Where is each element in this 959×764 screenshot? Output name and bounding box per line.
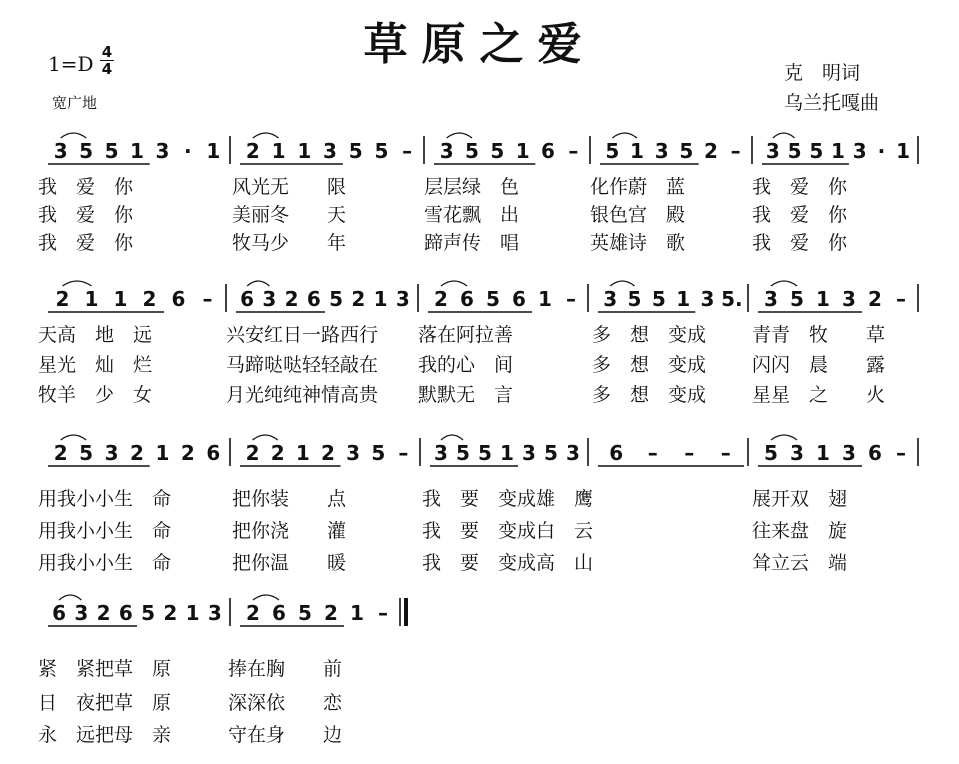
note-r0-m2-4: 6	[541, 139, 555, 163]
lyric-r0-v1-m3: 银色宫 殿	[590, 204, 686, 226]
tempo-marking: 宽广地	[52, 94, 98, 112]
note-r2-m0-1: 5	[79, 441, 94, 465]
note-r2-m0-5: 2	[180, 441, 195, 465]
note-r0-m4-4: 3	[852, 139, 867, 163]
page-title: 草原之爱	[363, 19, 596, 70]
note-r0-m3-1: 1	[630, 139, 644, 163]
note-r0-m0-6: 1	[206, 139, 221, 163]
note-r1-m3-4: 3	[700, 287, 715, 311]
time-signature-top: 4	[101, 43, 113, 61]
lyric-r1-v0-m2: 落在阿拉善	[418, 324, 514, 346]
note-r1-m4-1: 5	[790, 287, 804, 311]
lyric-r1-v2-m1: 月光纯纯神情高贵	[226, 384, 379, 406]
note-r0-m4-2: 5	[809, 139, 824, 163]
note-r1-m2-3: 6	[512, 287, 526, 311]
slur-r0-m4	[773, 133, 795, 138]
lyric-r2-v1-m1: 把你浇 灌	[232, 520, 347, 542]
note-r2-m2-5: 5	[544, 441, 558, 465]
lyric-r0-v2-m3: 英雄诗 歌	[590, 232, 686, 254]
note-r2-m2-4: 3	[522, 441, 536, 465]
slur-r3-m0	[59, 595, 81, 600]
note-r0-m1-1: 1	[271, 139, 286, 163]
note-r1-m1-1: 3	[262, 287, 277, 311]
note-r1-m4-5: –	[896, 287, 906, 311]
note-r2-m4-5: –	[896, 441, 906, 465]
note-r2-m0-0: 2	[53, 441, 68, 465]
note-r3-m0-0: 6	[52, 601, 67, 625]
note-r0-m0-3: 1	[130, 139, 144, 163]
note-r1-m4-2: 1	[816, 287, 830, 311]
slur-r0-m3	[612, 133, 637, 138]
lyric-r1-v2-m3: 多 想 变成	[592, 384, 707, 406]
lyric-r0-v2-m4: 我 爱 你	[752, 232, 848, 254]
note-r2-m3-0: 6	[609, 441, 624, 465]
lyric-r2-v1-m4: 往来盘 旋	[752, 520, 848, 542]
note-r2-m0-3: 2	[130, 441, 144, 465]
note-r1-m4-4: 2	[868, 287, 882, 311]
lyric-r1-v0-m3: 多 想 变成	[592, 324, 707, 346]
note-r0-m0-4: 3	[155, 139, 170, 163]
slur-r2-m2	[441, 435, 463, 440]
lyric-r3-v2-m0: 永 远把母 亲	[38, 724, 172, 746]
note-r0-m1-5: 5	[374, 139, 389, 163]
note-r2-m1-1: 2	[270, 441, 285, 465]
note-r1-m2-0: 2	[434, 287, 448, 311]
lyric-r0-v2-m2: 蹄声传 唱	[424, 232, 520, 254]
note-r0-m3-4: 2	[704, 139, 718, 163]
note-r0-m3-2: 3	[654, 139, 669, 163]
note-r0-m1-4: 5	[348, 139, 363, 163]
lyricist-credit: 克 明词	[784, 62, 861, 84]
note-r3-m1-5: –	[378, 601, 388, 625]
lyric-r0-v1-m2: 雪花飘 出	[424, 204, 520, 226]
lyric-r0-v0-m2: 层层绿 色	[424, 176, 520, 198]
lyric-r0-v0-m3: 化作蔚 蓝	[590, 176, 686, 198]
slur-r1-m3	[610, 281, 634, 286]
lyric-r3-v0-m1: 捧在胸 前	[228, 658, 343, 680]
note-r0-m2-3: 1	[515, 139, 530, 163]
note-r0-m3-3: 5	[679, 139, 694, 163]
note-r0-m1-0: 2	[245, 139, 260, 163]
note-r2-m0-6: 6	[206, 441, 221, 465]
slur-r1-m4	[771, 281, 797, 286]
lyric-r2-v2-m2: 我 要 变成高 山	[422, 552, 594, 574]
note-r1-m0-0: 2	[55, 287, 70, 311]
lyric-r0-v1-m4: 我 爱 你	[752, 204, 848, 226]
note-r2-m1-2: 1	[295, 441, 310, 465]
note-r1-m1-0: 6	[240, 287, 255, 311]
lyric-r1-v0-m0: 天高 地 远	[38, 324, 153, 346]
composer-credit: 乌兰托嘎曲	[784, 92, 880, 114]
lyric-r0-v0-m4: 我 爱 你	[752, 176, 848, 198]
lyric-r2-v0-m1: 把你装 点	[232, 488, 347, 510]
note-r2-m1-3: 2	[321, 441, 335, 465]
note-r0-m4-5: ·	[877, 139, 886, 163]
note-r0-m4-6: 1	[896, 139, 911, 163]
note-r0-m4-3: 1	[831, 139, 845, 163]
lyric-r3-v0-m0: 紧 紧把草 原	[38, 658, 172, 680]
slur-r0-m1	[253, 133, 279, 138]
lyric-r1-v1-m1: 马蹄哒哒轻轻敲在	[226, 354, 379, 376]
note-r0-m2-5: –	[568, 139, 579, 163]
note-r1-m1-2: 2	[284, 287, 299, 311]
lyric-r3-v1-m0: 日 夜把草 原	[38, 692, 172, 714]
note-r2-m2-3: 1	[500, 441, 514, 465]
lyric-r1-v0-m1: 兴安红日一路西行	[226, 324, 379, 346]
note-r2-m0-4: 1	[155, 441, 170, 465]
note-r2-m0-2: 3	[104, 441, 119, 465]
lyric-r2-v0-m2: 我 要 变成雄 鹰	[422, 488, 594, 510]
note-r2-m3-1: –	[647, 441, 658, 465]
note-r2-m4-1: 3	[790, 441, 804, 465]
note-r2-m2-2: 5	[478, 441, 492, 465]
note-r3-m1-0: 2	[246, 601, 260, 625]
note-r1-m2-4: 1	[538, 287, 552, 311]
note-r1-m1-7: 3	[395, 287, 410, 311]
note-r0-m3-5: –	[730, 139, 741, 163]
slur-r0-m0	[61, 133, 86, 138]
lyric-r2-v2-m1: 把你温 暖	[232, 552, 347, 574]
note-r3-m1-3: 2	[324, 601, 338, 625]
note-r0-m4-0: 3	[765, 139, 780, 163]
note-r0-m1-6: –	[402, 139, 413, 163]
lyric-r0-v1-m0: 我 爱 你	[38, 204, 134, 226]
note-r1-m2-1: 6	[460, 287, 474, 311]
lyric-r0-v1-m1: 美丽冬 天	[232, 204, 347, 226]
note-r3-m0-2: 2	[96, 601, 111, 625]
note-r0-m0-2: 5	[104, 139, 119, 163]
note-r0-m2-1: 5	[465, 139, 479, 163]
note-r3-m0-5: 2	[163, 601, 178, 625]
note-r0-m1-2: 1	[297, 139, 312, 163]
note-r1-m2-5: –	[566, 287, 576, 311]
note-r1-m3-0: 3	[603, 287, 618, 311]
slur-r1-m2	[441, 281, 467, 286]
note-r2-m4-2: 1	[816, 441, 830, 465]
note-r1-m0-5: –	[202, 287, 213, 311]
time-signature-bottom: 4	[101, 60, 113, 78]
note-r3-m0-1: 3	[74, 601, 89, 625]
note-r2-m4-4: 6	[868, 441, 882, 465]
lyric-r1-v2-m2: 默默无 言	[418, 384, 514, 406]
note-r0-m0-5: ·	[184, 139, 192, 163]
slur-r2-m0	[61, 435, 86, 440]
note-r3-m1-2: 5	[298, 601, 312, 625]
note-r2-m3-3: –	[720, 441, 731, 465]
slur-r0-m2	[447, 133, 472, 138]
note-r1-m3-1: 5	[627, 287, 642, 311]
note-r0-m0-0: 3	[53, 139, 68, 163]
lyric-r0-v2-m1: 牧马少 年	[232, 232, 347, 254]
note-r2-m1-0: 2	[245, 441, 260, 465]
note-r1-m0-2: 1	[113, 287, 128, 311]
lyric-r2-v2-m4: 耸立云 端	[752, 552, 848, 574]
note-r2-m2-6: 3	[566, 441, 580, 465]
note-r2-m1-6: –	[398, 441, 409, 465]
note-r2-m2-1: 5	[456, 441, 470, 465]
note-r2-m1-4: 3	[346, 441, 361, 465]
lyric-r1-v0-m4: 青青 牧 草	[752, 324, 886, 346]
note-r1-m0-3: 2	[142, 287, 157, 311]
note-r1-m0-1: 1	[84, 287, 99, 311]
slur-r1-m1	[247, 281, 269, 286]
lyric-r0-v0-m1: 风光无 限	[232, 176, 347, 198]
lyric-r2-v0-m0: 用我小小生 命	[38, 488, 172, 510]
slur-r2-m1	[253, 435, 278, 440]
note-r1-m4-3: 3	[842, 287, 856, 311]
lyric-r0-v0-m0: 我 爱 你	[38, 176, 134, 198]
lyric-r2-v0-m4: 展开双 翅	[752, 488, 848, 510]
lyric-r1-v2-m0: 牧羊 少 女	[38, 384, 153, 406]
note-r2-m4-3: 3	[842, 441, 856, 465]
note-r0-m4-1: 5	[787, 139, 802, 163]
note-r0-m2-0: 3	[439, 139, 454, 163]
lyric-r2-v1-m2: 我 要 变成白 云	[422, 520, 594, 542]
note-r2-m4-0: 5	[764, 441, 778, 465]
lyric-r1-v1-m3: 多 想 变成	[592, 354, 707, 376]
note-r1-m2-2: 5	[486, 287, 500, 311]
note-r1-m3-2: 5	[651, 287, 666, 311]
note-r3-m0-6: 1	[185, 601, 200, 625]
note-r0-m0-1: 5	[79, 139, 94, 163]
lyric-r2-v2-m0: 用我小小生 命	[38, 552, 172, 574]
note-r3-m0-4: 5	[141, 601, 156, 625]
note-r2-m2-0: 3	[434, 441, 448, 465]
note-r1-m4-0: 3	[764, 287, 778, 311]
note-r3-m1-4: 1	[350, 601, 364, 625]
note-r1-m1-4: 5	[329, 287, 344, 311]
note-r1-m1-3: 6	[306, 287, 321, 311]
note-r3-m1-1: 6	[272, 601, 286, 625]
lyric-r3-v1-m1: 深深依 恋	[228, 692, 343, 714]
note-r2-m1-5: 5	[371, 441, 386, 465]
lyric-r1-v2-m4: 星星 之 火	[752, 384, 886, 406]
note-r1-m3-3: 1	[676, 287, 691, 311]
note-r0-m1-3: 3	[323, 139, 337, 163]
lyric-r1-v1-m2: 我的心 间	[418, 354, 514, 376]
note-r1-m0-4: 6	[171, 287, 186, 311]
slur-r2-m4	[771, 435, 797, 440]
note-r1-m1-6: 1	[373, 287, 388, 311]
note-r0-m2-2: 5	[490, 139, 505, 163]
note-r1-m3-5: 5.	[721, 287, 743, 311]
note-r2-m3-2: –	[684, 441, 695, 465]
lyric-r0-v2-m0: 我 爱 你	[38, 232, 134, 254]
lyric-r3-v2-m1: 守在身 边	[228, 724, 343, 746]
slur-r1-m0	[63, 281, 92, 286]
note-r1-m1-5: 2	[351, 287, 366, 311]
lyric-r2-v1-m0: 用我小小生 命	[38, 520, 172, 542]
slur-r3-m1	[253, 595, 279, 600]
lyric-r1-v1-m0: 星光 灿 烂	[38, 354, 153, 376]
note-r3-m0-7: 3	[207, 601, 222, 625]
key-signature: 1=D	[48, 52, 94, 76]
note-r0-m3-0: 5	[605, 139, 620, 163]
lyric-r1-v1-m4: 闪闪 晨 露	[752, 354, 886, 376]
note-r3-m0-3: 6	[118, 601, 133, 625]
